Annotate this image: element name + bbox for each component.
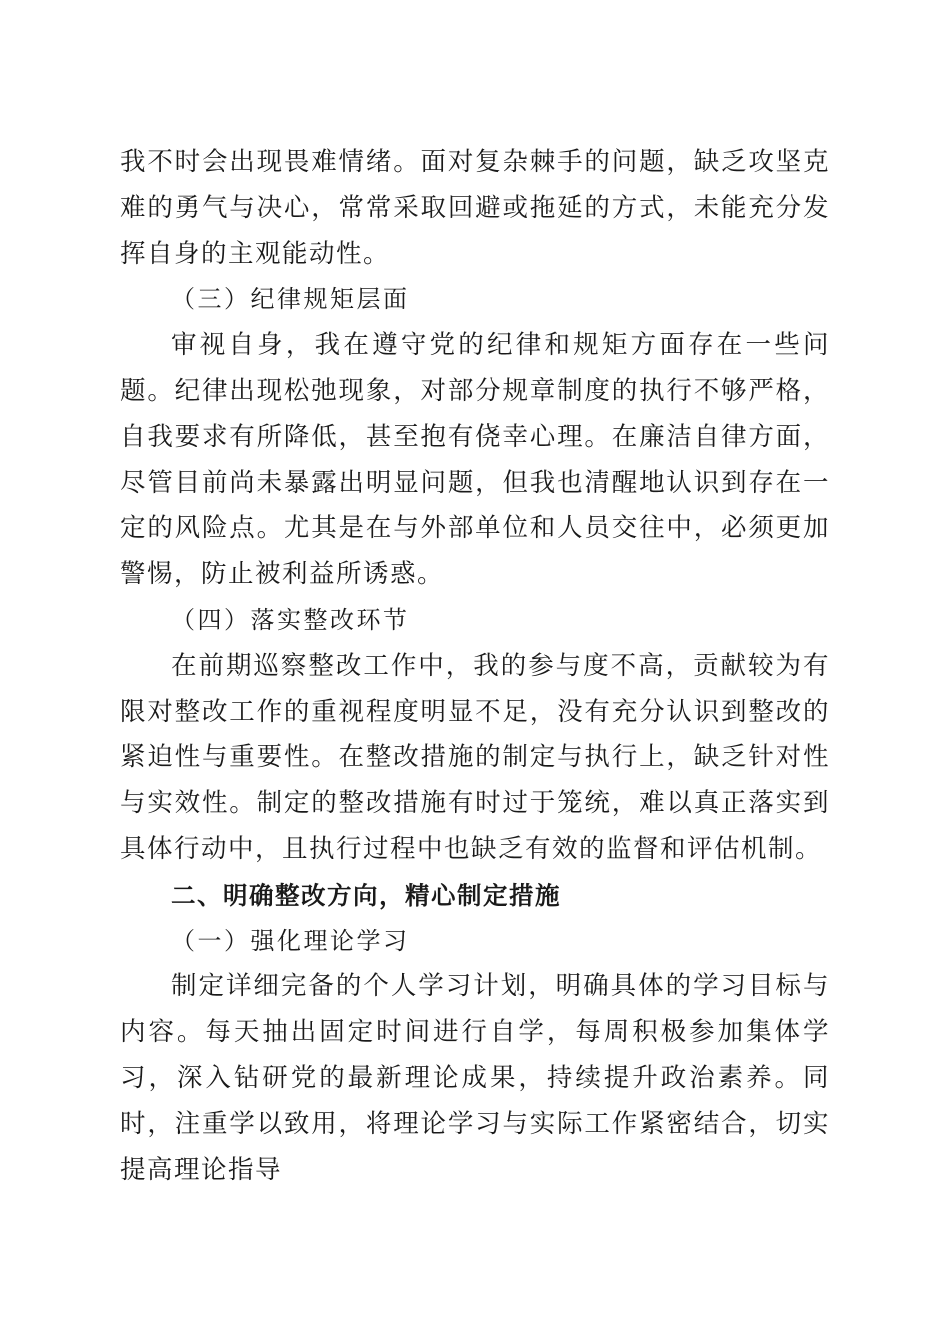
section-heading-discipline: （三）纪律规矩层面 [171,285,410,314]
document-body [120,140,830,1193]
paragraph-theory-study: 制定详细完备的个人学习计划，明确具体的学习目标与内容。每天抽出固定时间进行自学，每周积极参加集体学习，深入钻研党的最新理论成果，持续提升政治素养。同时，注重学以致用，将理论学习与实际工作紧密结合，切实提高理论指导 [120,971,830,1185]
paragraph-rectification: 在前期巡察整改工作中，我的参与度不高，贡献较为有限对整改工作的重视程度明显不足，没有充分认识到整改的紧迫性与重要性。在整改措施的制定与执行上，缺乏针对性与实效性。制定的整改措施有时过于笼统，难以真正落实到具体行动中，且执行过程中也缺乏有效的监督和评估机制。 [120,650,830,864]
chapter-heading-measures: 二、明确整改方向，精心制定措施 [171,880,561,910]
section-heading-theory-study: （一）强化理论学习 [171,926,410,955]
paragraph-continuation: 我不时会出现畏难情绪。面对复杂棘手的问题，缺乏攻坚克难的勇气与决心，常常采取回避或拖延的方式，未能充分发挥自身的主观能动性。 [120,147,830,269]
section-heading-rectification: （四）落实整改环节 [171,605,410,634]
paragraph-discipline: 审视自身，我在遵守党的纪律和规矩方面存在一些问题。纪律出现松弛现象，对部分规章制度的执行不够严格，自我要求有所降低，甚至抱有侥幸心理。在廉洁自律方面，尽管目前尚未暴露出明显问题，但我也清醒地认识到存在一定的风险点。尤其是在与外部单位和人员交往中，必须更加警惕，防止被利益所诱惑。 [120,330,830,590]
